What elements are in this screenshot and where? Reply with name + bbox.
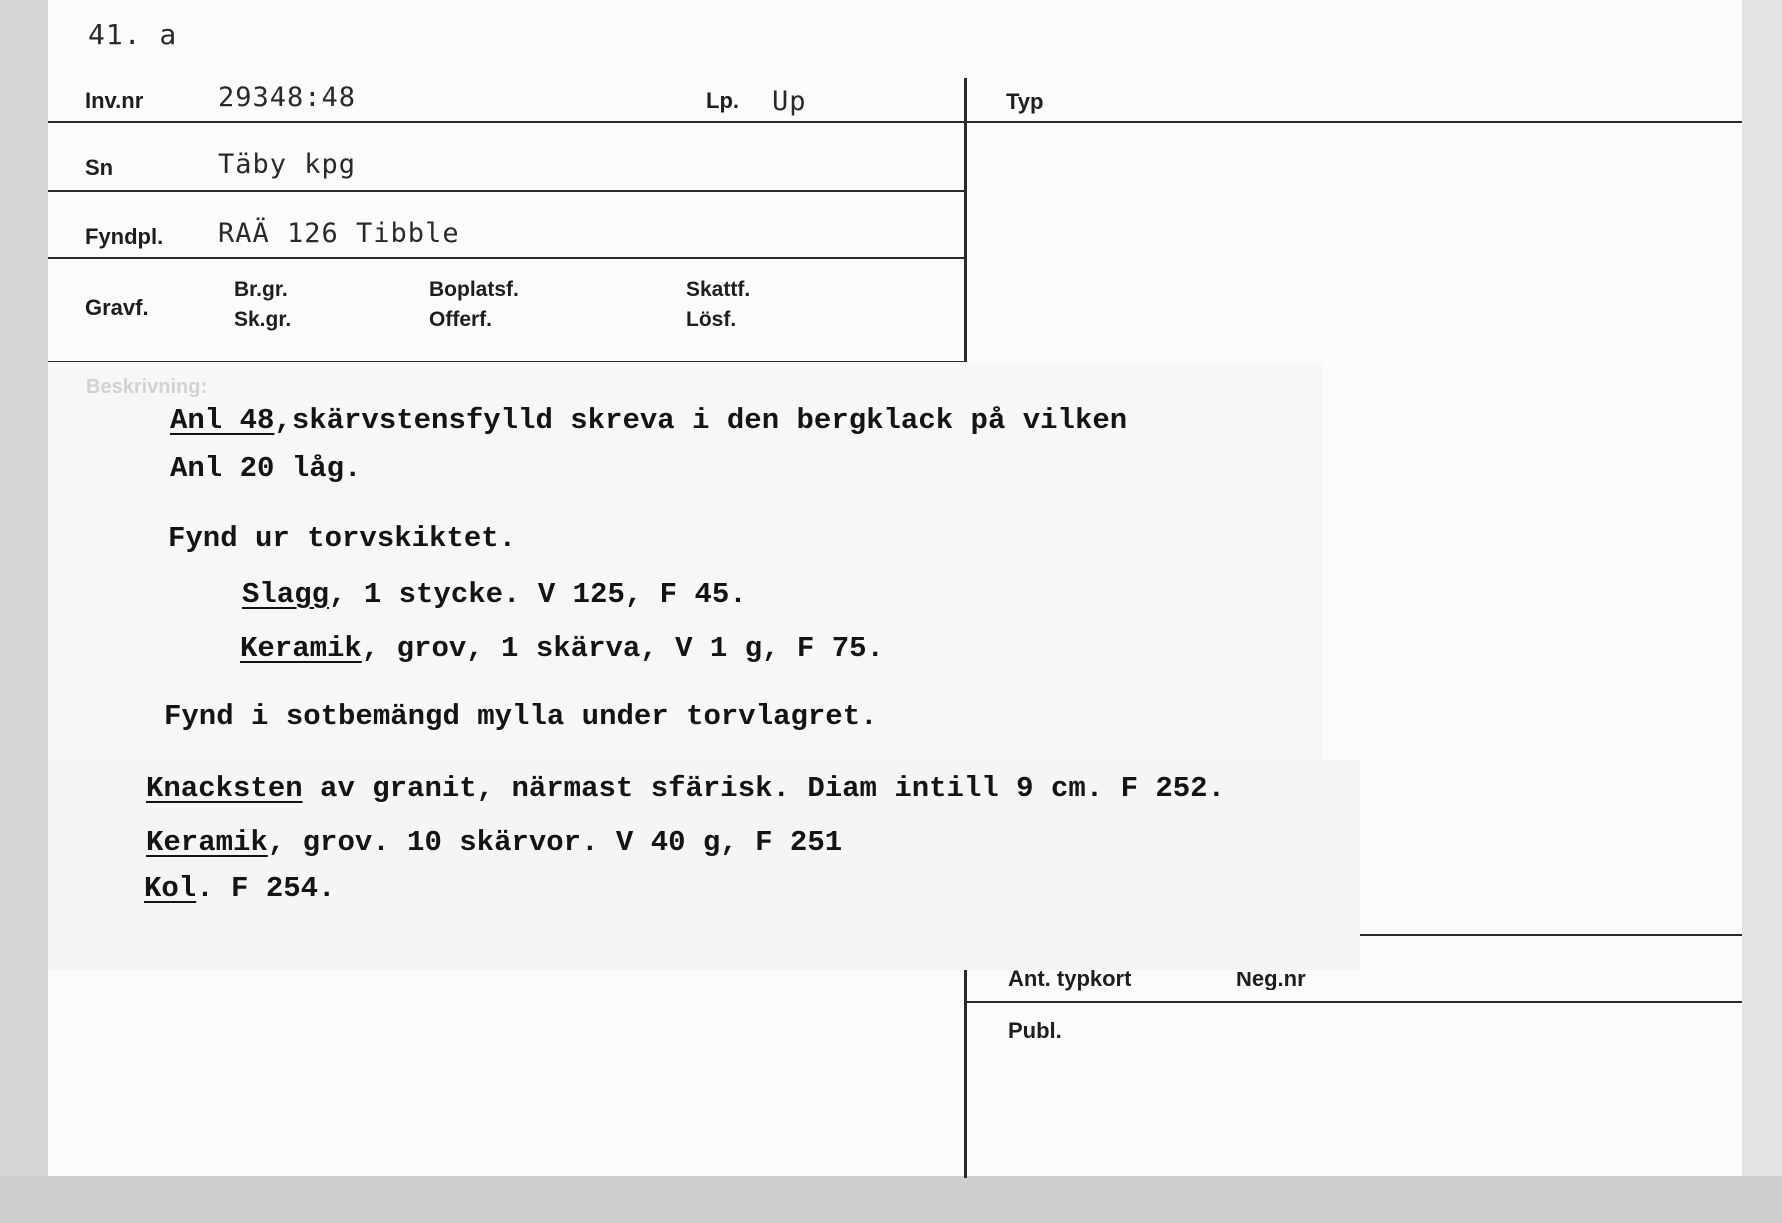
- losf-label: Lösf.: [686, 308, 737, 331]
- description-line-4: Slagg, 1 stycke. V 125, F 45.: [242, 578, 747, 611]
- description-line-2: Anl 20 låg.: [170, 452, 362, 485]
- inv-nr-value: 29348:48: [218, 82, 357, 113]
- keramik-underlined-2: Keramik: [146, 826, 268, 859]
- ant-typkort-label: Ant. typkort: [1008, 968, 1132, 991]
- publ-label: Publ.: [1008, 1018, 1062, 1043]
- card-number: 41. a: [88, 18, 178, 51]
- rule-sn: [48, 190, 964, 192]
- rule-header: [48, 121, 1742, 123]
- anl-48-underlined: Anl 48: [170, 404, 275, 437]
- keramik-underlined: Keramik: [240, 632, 362, 665]
- offerf-label: Offerf.: [429, 308, 492, 331]
- rule-fyndpl: [48, 257, 964, 259]
- finds-line-2: Keramik, grov. 10 skärvor. V 40 g, F 251: [146, 826, 843, 859]
- inv-nr-label: Inv.nr: [85, 88, 144, 113]
- knacksten-underlined: Knacksten: [146, 772, 303, 805]
- description-line-1: Anl 48,skärvstensfylld skreva i den bergklack på vilken: [170, 404, 1128, 437]
- skattf-label: Skattf.: [686, 278, 751, 301]
- description-ghost-label: Beskrivning:: [86, 376, 208, 398]
- card-bottom-shadow: [0, 1176, 1782, 1223]
- gravf-label: Gravf.: [85, 295, 149, 320]
- description-line-5: Keramik, grov, 1 skärva, V 1 g, F 75.: [240, 632, 884, 665]
- typ-label: Typ: [1006, 89, 1044, 114]
- neg-nr-label: Neg.nr: [1236, 972, 1306, 990]
- sk-gr-label: Sk.gr.: [234, 308, 292, 331]
- sn-label: Sn: [85, 155, 114, 180]
- lp-label: Lp.: [706, 88, 739, 113]
- slagg-underlined: Slagg: [242, 578, 330, 611]
- br-gr-label: Br.gr.: [234, 278, 288, 301]
- kol-underlined: Kol: [144, 872, 197, 905]
- fyndpl-value: RAÄ 126 Tibble: [218, 218, 460, 249]
- lp-value: Up: [772, 86, 807, 117]
- fyndpl-label: Fyndpl.: [85, 224, 164, 249]
- boplatsf-label: Boplatsf.: [429, 278, 519, 301]
- rule-footer-mid: [966, 1001, 1742, 1003]
- description-line-6: Fynd i sotbemängd mylla under torvlagret.: [164, 700, 878, 733]
- finds-line-1: Knacksten av granit, närmast sfärisk. Diam intill 9 cm. F 252.: [146, 772, 1225, 805]
- sn-value: Täby kpg: [218, 149, 357, 180]
- description-line-3: Fynd ur torvskiktet.: [168, 522, 517, 555]
- finds-line-3: Kol. F 254.: [144, 872, 336, 905]
- card-right-shadow: [1742, 0, 1782, 1176]
